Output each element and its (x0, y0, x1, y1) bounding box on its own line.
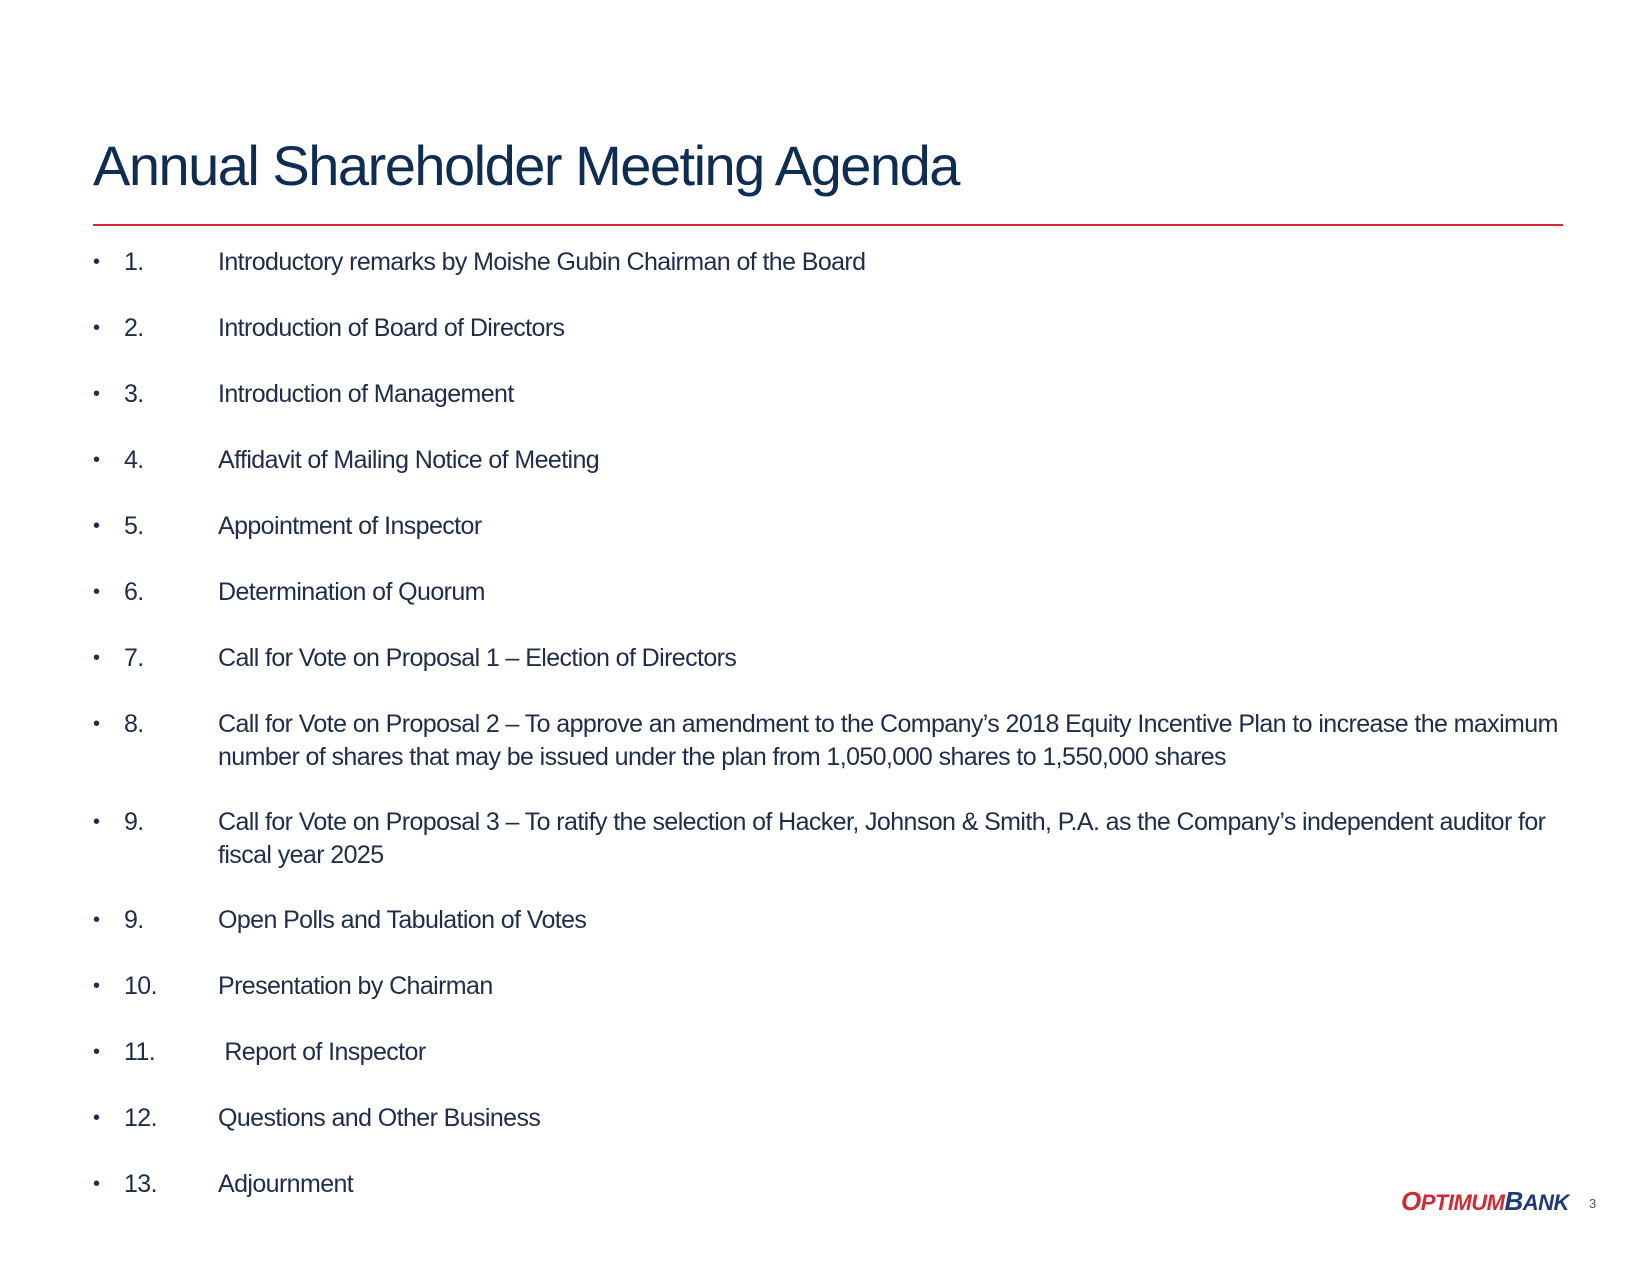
bullet: • (93, 811, 100, 833)
agenda-item-text: Call for Vote on Proposal 1 – Election of Directors (218, 644, 737, 672)
bullet: • (93, 909, 100, 931)
agenda-item-number: 9. (124, 906, 144, 934)
agenda-item-number: 9. (124, 808, 144, 836)
agenda-item-text: Presentation by Chairman (218, 972, 493, 1000)
bullet: • (93, 975, 100, 997)
bullet: • (93, 1041, 100, 1063)
bullet: • (93, 713, 100, 735)
page-number: 3 (1589, 1196, 1597, 1211)
bullet: • (93, 383, 100, 405)
agenda-item-text: Introduction of Board of Directors (218, 314, 565, 342)
agenda-item-number: 2. (124, 314, 144, 342)
agenda-item-number: 11. (124, 1038, 156, 1066)
agenda-item-text: Introductory remarks by Moishe Gubin Chairman of the Board (218, 248, 866, 276)
agenda-item-number: 10. (124, 972, 157, 1000)
bullet: • (93, 647, 100, 669)
logo-bank: BANK (1504, 1186, 1569, 1216)
agenda-item-number: 4. (124, 446, 144, 474)
page-title: Annual Shareholder Meeting Agenda (93, 134, 959, 197)
title-divider (93, 224, 1563, 226)
bullet: • (93, 449, 100, 471)
agenda-item-text: Affidavit of Mailing Notice of Meeting (218, 446, 600, 474)
logo-optimum: OPTIMUM (1401, 1186, 1505, 1216)
agenda-item-number: 1. (124, 248, 144, 276)
agenda-item-text: Report of Inspector (218, 1038, 426, 1066)
bullet: • (93, 515, 100, 537)
agenda-item-number: 6. (124, 578, 144, 606)
agenda-item-number: 3. (124, 380, 144, 408)
agenda-item-number: 8. (124, 710, 144, 738)
bullet: • (93, 317, 100, 339)
agenda-item-text: Determination of Quorum (218, 578, 485, 606)
bullet: • (93, 1107, 100, 1129)
agenda-item-text: Call for Vote on Proposal 2 – To approve an amendment to the Company’s 2018 Equity Incentive Plan to increase the maximum number of shares that may be issued under the plan from 1,050,000 shares to 1,550,000 shares (218, 710, 1558, 771)
agenda-item-number: 12. (124, 1104, 157, 1132)
bullet: • (93, 251, 100, 273)
agenda-item-number: 13. (124, 1170, 157, 1198)
agenda-item-number: 7. (124, 644, 144, 672)
agenda-item-text: Call for Vote on Proposal 3 – To ratify the selection of Hacker, Johnson & Smith, P.A. as the Company’s independent auditor for fiscal year 2025 (218, 808, 1546, 869)
bullet: • (93, 1173, 100, 1195)
agenda-item-text: Questions and Other Business (218, 1104, 541, 1132)
agenda-item-text: Introduction of Management (218, 380, 514, 408)
optimumbank-logo (1401, 1188, 1569, 1214)
bullet: • (93, 581, 100, 603)
agenda-item-number: 5. (124, 512, 144, 540)
agenda-item-text: Open Polls and Tabulation of Votes (218, 906, 587, 934)
agenda-item-text: Appointment of Inspector (218, 512, 482, 540)
agenda-item-text: Adjournment (218, 1170, 354, 1198)
